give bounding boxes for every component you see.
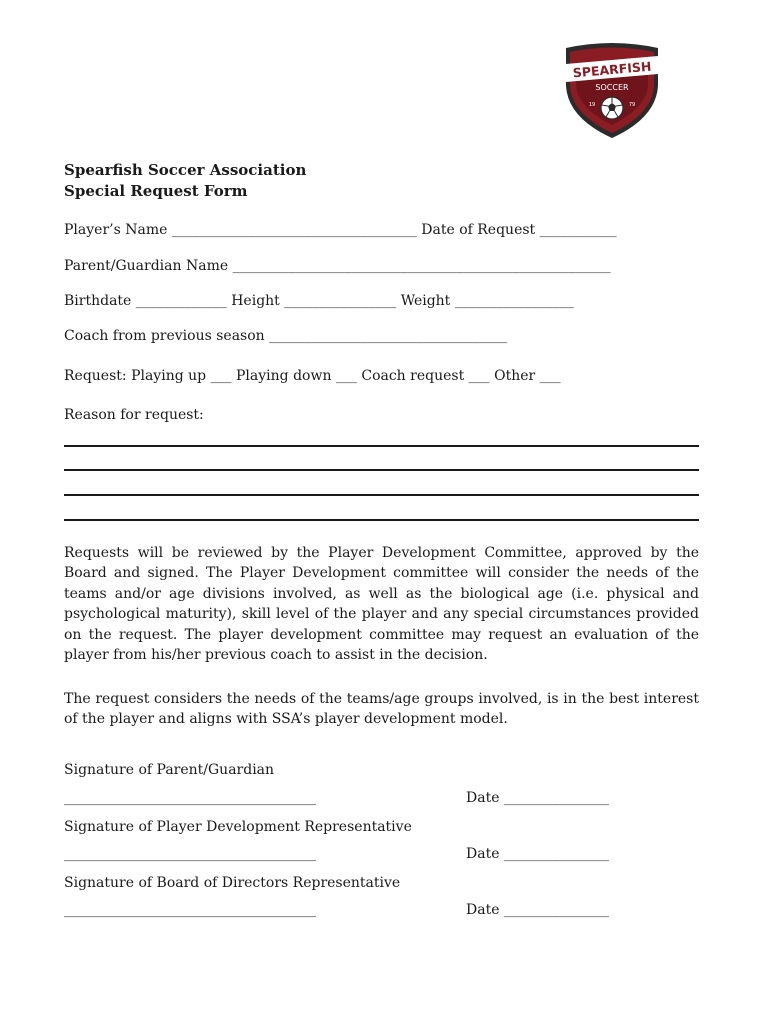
reason-line-3[interactable] <box>64 494 699 496</box>
logo-sub-text: SOCCER <box>595 83 629 92</box>
board-signature-field[interactable]: ____________________________________ <box>64 902 316 918</box>
reason-label: Reason for request: <box>64 407 204 423</box>
reason-line-2[interactable] <box>64 469 699 471</box>
spearfish-soccer-logo <box>558 40 666 140</box>
org-title: Spearfish Soccer Association <box>64 161 307 179</box>
board-date-field[interactable]: Date _______________ <box>466 902 609 918</box>
logo-shield-icon <box>558 40 666 140</box>
review-paragraph: Requests will be reviewed by the Player Development Committee, approved by the Board and signed. The Player Development committee will consider the needs of the teams and/or age divisions involved, as well as the biological age (i.e. physical and psychological maturity), skill level of the player and any special circumstances provided on the request. The player development committee may request an evaluation of the player from his/her previous coach to assist in the decision. <box>64 545 699 664</box>
parent-guardian-line[interactable]: Parent/Guardian Name ______________________________________________________ <box>64 258 611 274</box>
board-signature-label: Signature of Board of Directors Representative <box>64 875 401 891</box>
logo-name-text: SPEARFISH <box>572 58 652 81</box>
previous-coach-line[interactable]: Coach from previous season __________________________________ <box>64 328 508 344</box>
parent-signature-label: Signature of Parent/Guardian <box>64 762 275 778</box>
pdr-signature-label: Signature of Player Development Representative <box>64 819 412 835</box>
reason-line-4[interactable] <box>64 519 699 521</box>
reason-line-1[interactable] <box>64 445 699 447</box>
parent-date-field[interactable]: Date _______________ <box>466 790 609 806</box>
request-type-line[interactable]: Request: Playing up ___ Playing down ___ Coach request ___ Other ___ <box>64 368 561 384</box>
pdr-signature-field[interactable]: ____________________________________ <box>64 846 316 862</box>
player-name-date-line[interactable]: Player’s Name ___________________________________ Date of Request ___________ <box>64 222 617 238</box>
birthdate-height-weight-line[interactable]: Birthdate _____________ Height ________________ Weight _________________ <box>64 293 574 309</box>
pdr-date-field[interactable]: Date _______________ <box>466 846 609 862</box>
logo-year-right: 79 <box>628 102 636 108</box>
logo-year-left: 19 <box>588 102 596 108</box>
parent-signature-field[interactable]: ____________________________________ <box>64 790 316 806</box>
considerations-paragraph: The request considers the needs of the teams/age groups involved, is in the best interest of the player and aligns with SSA’s player development model. <box>64 691 699 728</box>
form-title: Special Request Form <box>64 182 248 200</box>
